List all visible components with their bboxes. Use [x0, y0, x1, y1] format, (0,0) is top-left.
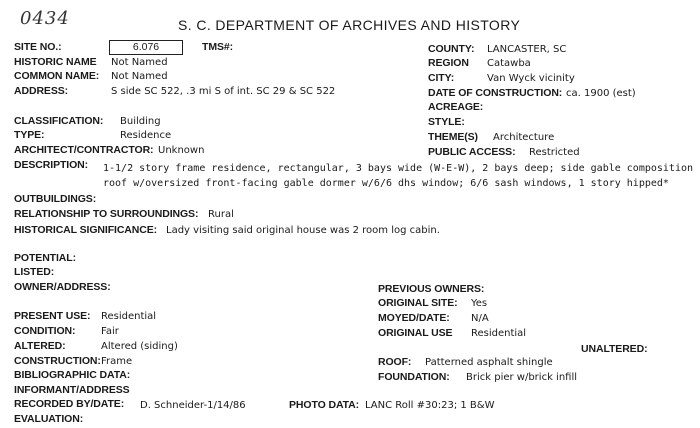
present-use-label: PRESENT USE: — [14, 310, 91, 322]
present-use-value: Residential — [101, 311, 157, 322]
condition-label: CONDITION: — [14, 325, 76, 337]
informant-address-label: INFORMANT/ADDRESS — [14, 384, 130, 396]
unaltered-label: UNALTERED: — [581, 343, 648, 355]
photo-data-value: LANC Roll #30:23; 1 B&W — [365, 400, 495, 411]
original-use-label: ORIGINAL USE — [378, 327, 453, 339]
original-site-label: ORIGINAL SITE: — [378, 297, 458, 309]
region-label: REGION — [428, 57, 469, 69]
roof-value: Patterned asphalt shingle — [425, 357, 553, 368]
site-no-field: 6.076 — [109, 40, 183, 55]
county-label: COUNTY: — [428, 43, 475, 55]
recorded-by-value: D. Schneider-1/14/86 — [140, 400, 246, 411]
previous-owners-label: PREVIOUS OWNERS: — [378, 283, 485, 295]
roof-label: ROOF: — [378, 356, 412, 368]
classification-label: CLASSIFICATION: — [14, 115, 104, 127]
public-access-label: PUBLIC ACCESS: — [428, 146, 516, 158]
altered-value: Altered (siding) — [101, 341, 178, 352]
architect-label: ARCHITECT/CONTRACTOR: — [14, 144, 154, 156]
historical-significance-value: Lady visiting said original house was 2 room log cabin. — [166, 225, 440, 236]
region-value: Catawba — [487, 58, 531, 69]
address-label: ADDRESS: — [14, 85, 69, 97]
relationship-label: RELATIONSHIP TO SURROUNDINGS: — [14, 208, 199, 220]
date-of-construction-label: DATE OF CONSTRUCTION: — [428, 87, 563, 99]
description-line-1: 1-1/2 story frame residence, rectangular, 3 bays wide (W-E-W), 2 bays deep; side gable composition — [103, 163, 694, 174]
description-label: DESCRIPTION: — [14, 159, 89, 171]
style-label: STYLE: — [428, 116, 465, 128]
bibliographic-data-label: BIBLIOGRAPHIC DATA: — [14, 369, 131, 381]
condition-value: Fair — [101, 326, 119, 337]
outbuildings-label: OUTBUILDINGS: — [14, 193, 97, 205]
common-name-label: COMMON NAME: — [14, 70, 100, 82]
address-value: S side SC 522, .3 mi S of int. SC 29 & SC 522 — [111, 86, 336, 97]
construction-value: Frame — [101, 356, 133, 367]
historic-name-label: HISTORIC NAME — [14, 56, 97, 68]
recorded-by-label: RECORDED BY/DATE: — [14, 398, 125, 410]
type-value: Residence — [120, 130, 172, 141]
themes-label: THEME(S) — [428, 131, 478, 143]
altered-label: ALTERED: — [14, 340, 66, 352]
moved-date-value: N/A — [471, 313, 489, 324]
tms-label: TMS#: — [202, 41, 234, 53]
architect-value: Unknown — [158, 145, 205, 156]
page-title: S. C. DEPARTMENT OF ARCHIVES AND HISTORY — [178, 17, 521, 33]
photo-data-label: PHOTO DATA: — [289, 399, 360, 411]
description-line-2: roof w/oversized front-facing gable dormer w/6/6 dhs window; 6/6 sash windows, 1 story hipped* — [103, 178, 669, 189]
common-name-value: Not Named — [111, 71, 168, 82]
city-label: CITY: — [428, 72, 455, 84]
listed-label: LISTED: — [14, 266, 55, 278]
historical-significance-label: HISTORICAL SIGNIFICANCE: — [14, 224, 158, 236]
classification-value: Building — [120, 116, 161, 127]
themes-value: Architecture — [493, 132, 555, 143]
evaluation-label: EVALUATION: — [14, 413, 84, 425]
historic-name-value: Not Named — [111, 57, 168, 68]
county-value: LANCASTER, SC — [487, 44, 567, 55]
foundation-value: Brick pier w/brick infill — [466, 372, 578, 383]
original-use-value: Residential — [471, 328, 527, 339]
acreage-label: ACREAGE: — [428, 101, 484, 113]
construction-label: CONSTRUCTION: — [14, 355, 101, 367]
site-no-label: SITE NO.: — [14, 41, 62, 53]
owner-address-label: OWNER/ADDRESS: — [14, 281, 111, 293]
moved-date-label: MOYED/DATE: — [378, 312, 450, 324]
public-access-value: Restricted — [529, 147, 580, 158]
relationship-value: Rural — [208, 209, 234, 220]
potential-label: POTENTIAL: — [14, 252, 76, 264]
original-site-value: Yes — [471, 298, 488, 309]
foundation-label: FOUNDATION: — [378, 371, 450, 383]
type-label: TYPE: — [14, 129, 45, 141]
handwritten-file-number: 0434 — [20, 8, 70, 29]
date-of-construction-value: ca. 1900 (est) — [566, 88, 636, 99]
city-value: Van Wyck vicinity — [487, 73, 575, 84]
